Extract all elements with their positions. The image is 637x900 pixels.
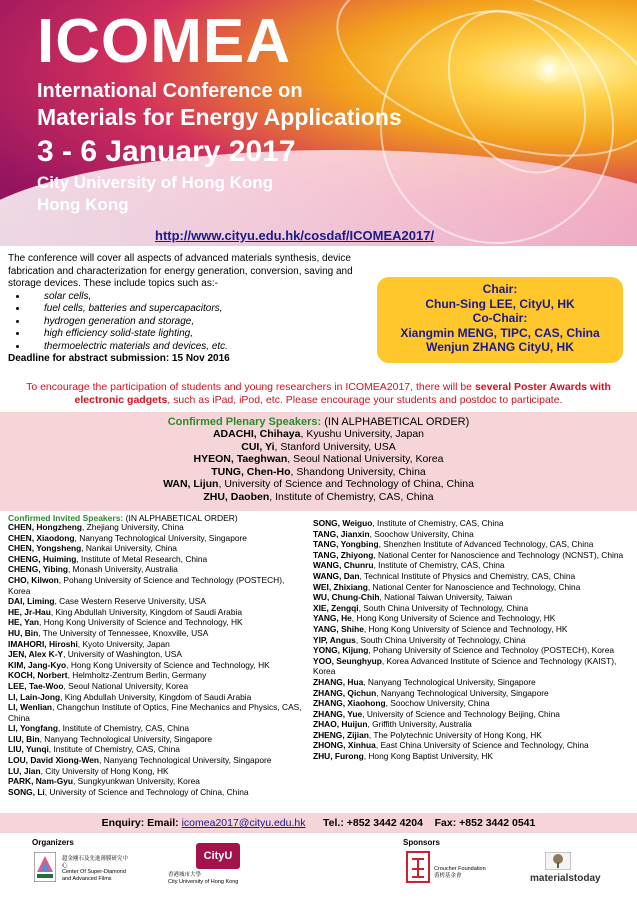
enquiry-fax: Fax: +852 3442 0541 xyxy=(434,817,536,829)
notice-text-1: To encourage the participation of students and young researchers in ICOMEA2017, there will be xyxy=(26,381,475,393)
speaker-row xyxy=(8,533,308,544)
sponsors-label: Sponsors xyxy=(403,838,440,847)
orbit-glow xyxy=(535,55,563,83)
speaker-name: WAN, Lijun xyxy=(163,478,219,490)
topic-item: • hydrogen generation and storage, xyxy=(28,316,363,329)
conference-subtitle-2: Materials for Energy Applications xyxy=(37,104,402,130)
speaker-affiliation: , Soochow University, China xyxy=(385,698,490,709)
speaker-affiliation: , Institute of Chemistry, CAS, China xyxy=(372,518,504,528)
organizers-label: Organizers xyxy=(32,838,74,847)
speaker-affiliation: , Institute of Chemistry, CAS, China xyxy=(373,560,505,571)
speaker-row xyxy=(313,635,631,646)
speaker-name: KIM, Jang-Kyo xyxy=(8,659,67,670)
speaker-row xyxy=(8,734,308,745)
speaker-row xyxy=(313,719,631,730)
speaker-affiliation: , National Center for Nanoscience and Technology (NCNST), China xyxy=(373,549,624,560)
speaker-row xyxy=(313,656,631,677)
speaker-row xyxy=(313,751,631,762)
speaker-name: HYEON, Taeghwan xyxy=(193,453,288,465)
conference-venue xyxy=(37,172,273,216)
speaker-name: TANG, Yongbing xyxy=(313,539,379,550)
venue-line-1: City University of Hong Kong xyxy=(37,173,274,192)
speaker-row xyxy=(313,698,631,709)
speaker-name: WANG, Chunru xyxy=(313,560,374,571)
speaker-name: ZHANG, Yue xyxy=(313,708,363,719)
speaker-row xyxy=(313,518,631,529)
speaker-name: JEN, Alex K-Y xyxy=(8,649,64,660)
speaker-row xyxy=(8,543,308,554)
speaker-affiliation: , Sungkyunkwan University, Korea xyxy=(73,776,200,787)
speaker-row xyxy=(313,582,631,593)
speaker-row xyxy=(313,740,631,751)
venue-line-2: Hong Kong xyxy=(37,195,129,214)
speaker-name: WANG, Dan xyxy=(313,570,360,581)
speaker-affiliation: , Shenzhen Institute of Advanced Technology, CAS, China xyxy=(378,539,594,550)
speaker-affiliation: , Nankai University, China xyxy=(81,543,177,554)
speaker-affiliation: , Zhejiang University, China xyxy=(81,522,184,532)
speaker-name: CHENG, Huiming xyxy=(8,553,77,564)
plenary-heading-label: Confirmed Plenary Speakers: xyxy=(167,416,322,428)
topic-item: • solar cells, xyxy=(28,291,363,304)
abstract-deadline: Deadline for abstract submission: 15 Nov 2016 xyxy=(8,353,230,364)
speaker-affiliation: , Monash University, Australia xyxy=(68,564,178,575)
cosdaf-name xyxy=(62,856,132,882)
speaker-name: TUNG, Chen-Ho xyxy=(211,465,291,478)
speaker-row xyxy=(0,428,637,441)
speaker-affiliation: , Hong Kong University of Science and Technology, HK xyxy=(351,613,556,624)
speaker-affiliation: , Kyoto University, Japan xyxy=(77,638,170,649)
speaker-name: LU, Jian xyxy=(8,765,41,776)
speaker-name: ZHONG, Xinhua xyxy=(313,740,376,751)
speaker-name: LEE, Tae-Woo xyxy=(8,680,64,691)
speaker-name: SONG, Weiguo xyxy=(313,518,373,528)
speaker-name: TANG, Jianxin xyxy=(313,528,370,539)
header-banner xyxy=(0,0,637,246)
speaker-name: CHEN, Xiaodong xyxy=(8,532,75,543)
cityu-logo xyxy=(196,843,240,869)
speaker-affiliation: , King Abdullah University, Kingdom of Saudi Arabia xyxy=(50,606,243,617)
cochair-name-1: Xiangmin MENG, TIPC, CAS, China xyxy=(400,325,600,340)
croucher-name-en: Croucher Foundation xyxy=(434,866,486,872)
speaker-affiliation: , Institute of Chemistry, CAS, China xyxy=(269,490,434,503)
topic-item: • high efficiency solid-state lighting, xyxy=(28,328,363,341)
invited-order-note: (IN ALPHABETICAL ORDER) xyxy=(125,513,238,523)
speaker-affiliation: , Soochow University, China xyxy=(369,528,474,539)
speaker-name: ZHAO, Huijun xyxy=(313,719,368,730)
speaker-affiliation: , Seoul National University, Korea xyxy=(63,680,189,691)
invited-speakers-right xyxy=(313,518,631,762)
cityu-name-en: City University of Hong Kong xyxy=(168,878,239,885)
speaker-name: LI, Wenlian xyxy=(8,702,53,713)
speaker-row xyxy=(8,639,308,650)
speaker-name: YANG, He xyxy=(313,613,352,624)
croucher-logo xyxy=(405,850,431,889)
speaker-affiliation: , Technical Institute of Physics and Chemistry, CAS, China xyxy=(359,570,576,581)
plenary-heading xyxy=(0,416,637,428)
speaker-row xyxy=(8,660,308,671)
chair-name: Chun-Sing LEE, CityU, HK xyxy=(425,296,575,311)
speaker-name: YIP, Angus xyxy=(313,634,356,645)
conference-subtitle-1: International Conference on xyxy=(37,80,303,102)
speaker-affiliation: , Pohang University of Science and Technology (POSTECH), Korea xyxy=(8,574,285,596)
notice-text-2: , such as iPad, iPod, etc. Please encourage your students and postdoc to participate. xyxy=(167,394,563,406)
speaker-row xyxy=(313,688,631,699)
speaker-affiliation: , Shandong University, China xyxy=(290,465,426,478)
speaker-affiliation: , Hong Kong University of Science and Technology, HK xyxy=(66,659,270,670)
speaker-row xyxy=(8,702,308,723)
speaker-affiliation: , Changchun Institute of Optics, Fine Mechanics and Physics, CAS, China xyxy=(8,702,302,723)
speaker-row xyxy=(8,564,308,575)
speaker-row xyxy=(8,575,308,596)
topics-list xyxy=(8,291,363,354)
speaker-row xyxy=(313,730,631,741)
cosdaf-name-en: Center Of Super-Diamond and Advanced Films xyxy=(62,869,126,882)
intro-section xyxy=(8,253,363,366)
materialstoday-wordmark: materialstoday xyxy=(530,873,601,884)
speaker-affiliation: , Nanyang Technological University, Singapore xyxy=(39,733,213,744)
speaker-row xyxy=(8,670,308,681)
conference-acronym: ICOMEA xyxy=(37,7,291,76)
speaker-affiliation: , Institute of Chemistry, CAS, China xyxy=(48,744,180,755)
speaker-row xyxy=(313,613,631,624)
speaker-row xyxy=(313,624,631,635)
speaker-name: ZHANG, Hua xyxy=(313,676,364,687)
speaker-affiliation: , Nanyang Technological University, Singapore xyxy=(99,755,272,766)
poster-award-notice xyxy=(10,381,627,407)
speaker-name: IMAHORI, Hiroshi xyxy=(8,638,78,649)
speaker-row xyxy=(8,787,308,798)
speaker-affiliation: , East China University of Science and Technology, China xyxy=(375,740,589,751)
speaker-affiliation: , Institute of Metal Research, China xyxy=(76,553,208,564)
speaker-name: LIU, Bin xyxy=(8,733,40,744)
speaker-affiliation: , University of Science and Technology Beijing, China xyxy=(362,708,560,719)
speaker-row xyxy=(8,607,308,618)
elsevier-tree-icon xyxy=(545,852,571,870)
speaker-row xyxy=(313,645,631,656)
invited-speakers-left xyxy=(8,522,308,797)
cosdaf-name-cn: 超金剛石及先進薄膜研究中心 xyxy=(62,856,129,869)
speaker-name: CUI, Yi xyxy=(241,440,275,453)
speaker-affiliation: , University of Science and Technology of China, China xyxy=(218,478,474,490)
speaker-name: YOO, Seunghyup xyxy=(313,655,382,666)
speaker-row xyxy=(313,571,631,582)
speaker-name: HU, Bin xyxy=(8,627,39,638)
speaker-name: LI, Lain-Jong xyxy=(8,691,61,702)
speaker-row xyxy=(8,744,308,755)
speaker-name: ZHU, Daoben xyxy=(203,490,270,503)
speaker-name: ZHANG, Qichun xyxy=(313,687,377,698)
speaker-name: KOCH, Norbert xyxy=(8,670,68,681)
speaker-row xyxy=(8,776,308,787)
cochair-label: Co-Chair: xyxy=(472,311,528,325)
chairs-box xyxy=(377,277,623,363)
cosdaf-emblem-icon xyxy=(34,852,56,882)
speaker-affiliation: , South China University of Technology, China xyxy=(358,602,529,613)
croucher-seal-icon xyxy=(405,850,431,884)
speaker-row xyxy=(8,649,308,660)
speaker-row xyxy=(8,628,308,639)
cityu-name-cn: 香港城市大學 xyxy=(168,872,202,878)
chair-label: Chair: xyxy=(482,282,518,296)
notice-bold: several Poster Awards with electronic gadgets xyxy=(74,381,611,406)
speaker-name: ZHANG, Xiaohong xyxy=(313,698,386,709)
speaker-affiliation: , National Center for Nanoscience and Technology, China xyxy=(367,581,581,592)
speaker-row xyxy=(313,709,631,720)
speaker-row xyxy=(8,522,308,533)
speaker-name: WEI, Zhixiang xyxy=(313,581,368,592)
intro-text: The conference will cover all aspects of advanced materials synthesis, device fabrication and characterization for energy generation, conversion, saving and storage devices. These include topics such as:- xyxy=(8,253,353,289)
speaker-name: LI, Yongfang xyxy=(8,723,58,734)
speaker-affiliation: , University of Washington, USA xyxy=(63,649,182,660)
speaker-name: PARK, Nam-Gyu xyxy=(8,776,73,787)
topic-item: • thermoelectric materials and devices, etc. xyxy=(28,341,363,354)
speaker-affiliation: , The University of Tennessee, Knoxville, USA xyxy=(38,627,209,638)
speaker-affiliation: , Institute of Chemistry, CAS, China xyxy=(57,723,190,734)
speaker-affiliation: , Helmholtz-Zentrum Berlin, Germany xyxy=(67,670,207,681)
speaker-affiliation: , The Polytechnic University of Hong Kong, HK xyxy=(368,729,542,740)
speaker-affiliation: , King Abdullah University, Kingdom of Saudi Arabia xyxy=(60,691,252,702)
speaker-name: WU, Chung-Chih xyxy=(313,592,380,603)
enquiry-tel: Tel.: +852 3442 4204 xyxy=(323,817,423,829)
speaker-row xyxy=(8,681,308,692)
speaker-affiliation: , University of Science and Technology of China, China xyxy=(44,786,249,797)
cochair-name-2: Wenjun ZHANG CityU, HK xyxy=(426,340,574,354)
speaker-row xyxy=(313,677,631,688)
cosdaf-logo xyxy=(34,852,56,887)
conference-dates: 3 - 6 January 2017 xyxy=(37,135,296,168)
speaker-affiliation: , Nanyang Technological University, Singapore xyxy=(376,687,549,698)
speaker-row xyxy=(313,560,631,571)
plenary-order-note: (IN ALPHABETICAL ORDER) xyxy=(324,416,470,428)
speaker-name: ZHENG, Zijian xyxy=(313,729,369,740)
speaker-row xyxy=(0,478,637,491)
speaker-affiliation: , Nanyang Technological University, Singapore xyxy=(363,676,536,687)
speaker-affiliation: , Case Western Reserve University, USA xyxy=(54,596,206,607)
speaker-row xyxy=(8,554,308,565)
cityu-mark: CityU xyxy=(196,843,240,869)
speaker-name: HE, Yan xyxy=(8,617,40,628)
speaker-affiliation: , Pohang University of Science and Technoloy (POSTECH), Korea xyxy=(368,645,615,656)
speaker-row xyxy=(8,755,308,766)
speaker-row xyxy=(8,596,308,607)
speaker-name: SONG, Li xyxy=(8,786,45,797)
speaker-name: CHEN, Hongzheng xyxy=(8,522,82,532)
topic-item: • fuel cells, batteries and supercapacitors, xyxy=(28,303,363,316)
speaker-affiliation: , Hong Kong Baptist University, HK xyxy=(363,751,493,762)
speaker-affiliation: , Kyushu University, Japan xyxy=(300,428,425,440)
speaker-name: XIE, Zengqi xyxy=(313,602,359,613)
cityu-name xyxy=(168,872,248,885)
speaker-row xyxy=(8,692,308,703)
speaker-affiliation: , National Taiwan University, Taiwan xyxy=(379,592,513,603)
speaker-name: LOU, David Xiong-Wen xyxy=(8,755,100,766)
croucher-name xyxy=(434,866,494,879)
enquiry-email-link[interactable]: icomea2017@cityu.edu.hk xyxy=(181,817,306,829)
speaker-name: LIU, Yunqi xyxy=(8,744,49,755)
speaker-row xyxy=(0,453,637,466)
speaker-name: ADACHI, Chihaya xyxy=(212,428,301,440)
speaker-name: TANG, Zhiyong xyxy=(313,549,374,560)
speaker-affiliation: , Korea Advanced Institute of Science and Technology (KAIST), Korea xyxy=(313,655,617,677)
invited-heading-label: Confirmed Invited Speakers: xyxy=(8,513,124,523)
enquiry-bar xyxy=(0,813,637,833)
materialstoday-logo xyxy=(545,852,571,875)
enquiry-label: Enquiry: Email: xyxy=(101,817,182,829)
speaker-name: YONG, Kijung xyxy=(313,645,369,656)
speaker-name: CHENG, Yibing xyxy=(8,564,69,575)
plenary-speakers-section xyxy=(0,412,637,511)
speaker-affiliation: , Stanford University, USA xyxy=(274,440,396,453)
speaker-name: HE, Jr-Hau xyxy=(8,606,51,617)
speaker-row xyxy=(313,550,631,561)
speaker-row xyxy=(313,539,631,550)
speaker-row xyxy=(0,466,637,479)
speaker-name: CHO, Kilwon xyxy=(8,574,59,585)
speaker-affiliation: , Griffith University, Australia xyxy=(367,719,472,730)
speaker-name: YANG, Shihe xyxy=(313,623,364,634)
speaker-name: CHEN, Yongsheng xyxy=(8,543,82,554)
speaker-name: DAI, Liming xyxy=(8,596,55,607)
speaker-row xyxy=(313,603,631,614)
speaker-row xyxy=(0,491,637,504)
speaker-affiliation: , Hong Kong University of Science and Technology, HK xyxy=(39,617,243,628)
speaker-row xyxy=(8,723,308,734)
speaker-row xyxy=(8,766,308,777)
speaker-affiliation: , Seoul National University, Korea xyxy=(287,453,444,465)
speaker-affiliation: , City University of Hong Kong, HK xyxy=(40,765,169,776)
speaker-name: ZHU, Furong xyxy=(313,751,364,762)
plenary-list xyxy=(0,428,637,503)
speaker-row xyxy=(8,617,308,628)
speaker-row xyxy=(313,592,631,603)
speaker-row xyxy=(313,529,631,540)
speaker-row xyxy=(0,441,637,454)
speaker-affiliation: , Nanyang Technological University, Singapore xyxy=(74,532,247,543)
speaker-affiliation: , Hong Kong University of Science and Technology, HK xyxy=(363,623,568,634)
croucher-name-cn: 裘槎基金會 xyxy=(434,872,462,879)
speaker-affiliation: , South China University of Technology, China xyxy=(355,634,526,645)
conference-url-link[interactable]: http://www.cityu.edu.hk/cosdaf/ICOMEA2017/ xyxy=(155,228,435,243)
